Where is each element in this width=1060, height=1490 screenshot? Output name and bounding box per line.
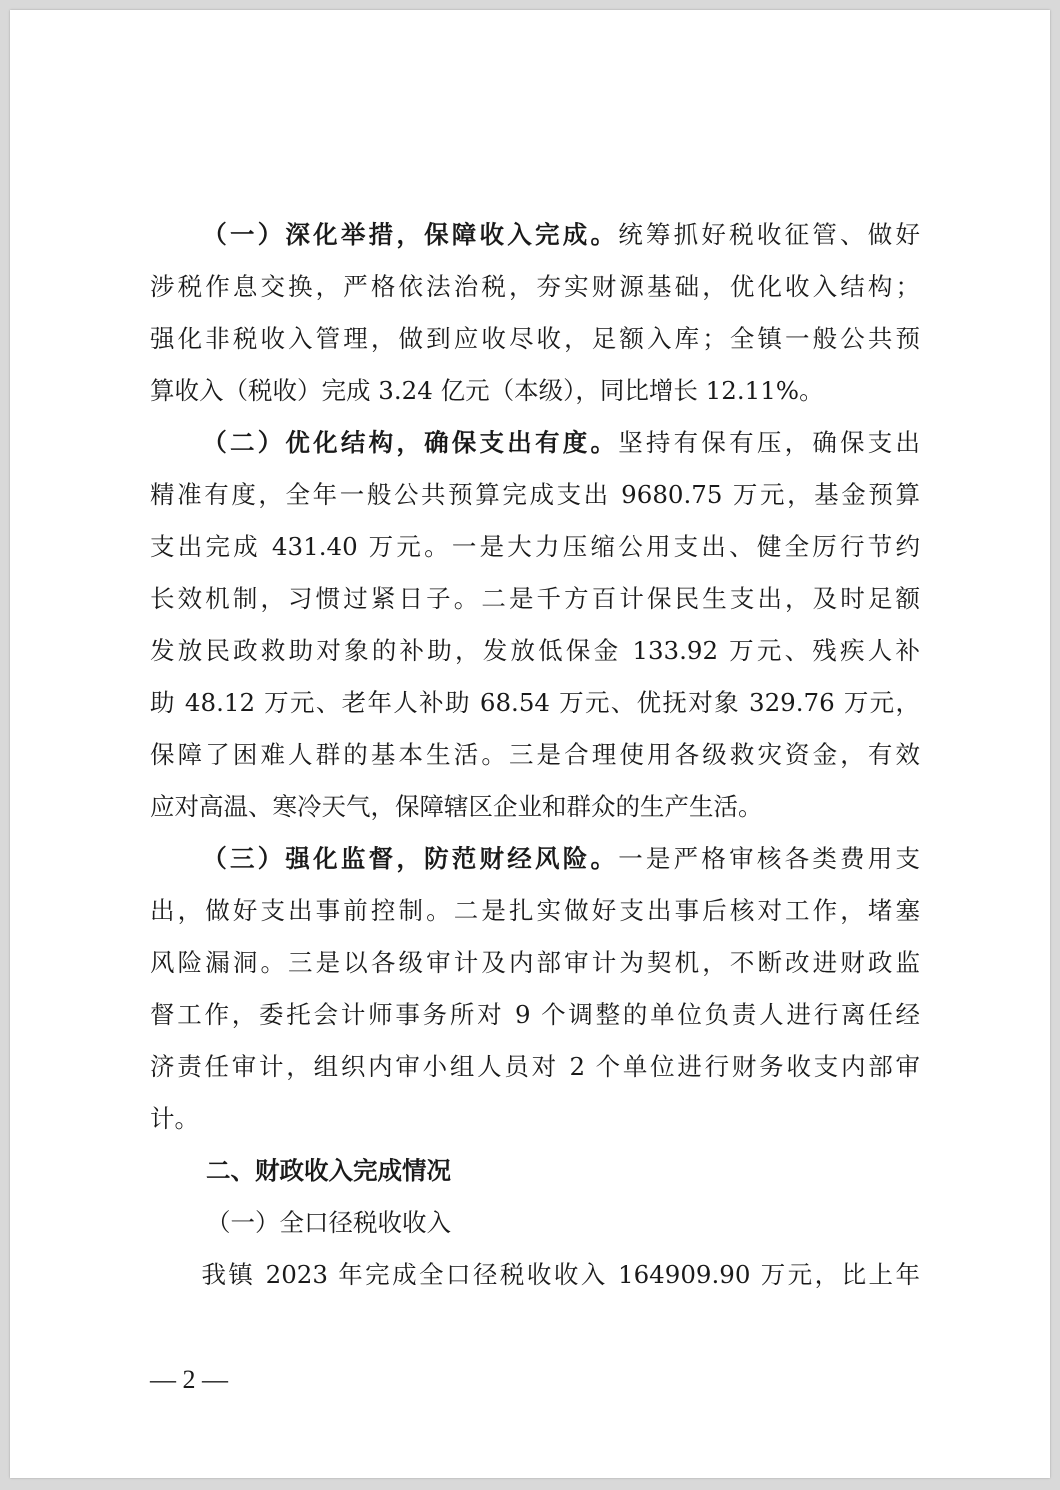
- paragraph-1-line-3: 强化非税收入管理，做到应收尽收，足额入库；全镇一般公共预: [150, 324, 920, 353]
- paragraph-2-line-4: 长效机制，习惯过紧日子。二是千方百计保民生支出，及时足额: [150, 584, 920, 613]
- paragraph-3-line-3: 风险漏洞。三是以各级审计及内部审计为契机，不断改进财政监: [150, 948, 920, 977]
- document-page: [10, 10, 1050, 1478]
- paragraph-3-line-1-text: 一是严格审核各类费用支: [618, 844, 920, 873]
- paragraph-4-line-1: [150, 1250, 920, 1300]
- paragraph-2-line-3: 支出完成 431.40 万元。一是大力压缩公用支出、健全厉行节约: [150, 532, 920, 561]
- paragraph-3-lead: （三）强化监督，防范财经风险。: [199, 844, 619, 873]
- paragraph-2-line-5: 发放民政救助对象的补助，发放低保金 133.92 万元、残疾人补: [150, 636, 920, 665]
- paragraph-2-line-1-text: 坚持有保有压，确保支出: [618, 428, 920, 457]
- paragraph-3-line-5: 济责任审计，组织内审小组人员对 2 个单位进行财务收支内部审: [150, 1052, 920, 1081]
- paragraph-2-line-6: 助 48.12 万元、老年人补助 68.54 万元、优抚对象 329.76 万元，: [150, 688, 920, 717]
- paragraph-3-line-1: [150, 834, 920, 884]
- paragraph-4-line-1-text: 我镇 2023 年完成全口径税收收入 164909.90 万元，比上年: [199, 1260, 920, 1289]
- paragraph-2-line-2: 精准有度，全年一般公共预算完成支出 9680.75 万元，基金预算: [150, 480, 920, 509]
- section-heading: 二、财政收入完成情况: [206, 1156, 451, 1185]
- paragraph-3-line-4: 督工作，委托会计师事务所对 9 个调整的单位负责人进行离任经: [150, 1000, 920, 1029]
- paragraph-2-line-1: [150, 418, 920, 468]
- paragraph-1-line-1: [150, 210, 920, 260]
- paragraph-2-lead: （二）优化结构，确保支出有度。: [199, 428, 619, 457]
- paragraph-2-line-8: 应对高温、寒冷天气，保障辖区企业和群众的生产生活。: [150, 792, 763, 821]
- page-number: — 2 —: [150, 1365, 228, 1394]
- subsection-heading: （一）全口径税收收入: [206, 1208, 451, 1237]
- paragraph-1-line-2: 涉税作息交换，严格依法治税，夯实财源基础，优化收入结构；: [150, 272, 920, 301]
- paragraph-3-line-2: 出，做好支出事前控制。二是扎实做好支出事后核对工作，堵塞: [150, 896, 920, 925]
- paragraph-1-line-1-text: 统筹抓好税收征管、做好: [618, 220, 920, 249]
- paragraph-2-line-7: 保障了困难人群的基本生活。三是合理使用各级救灾资金，有效: [150, 740, 920, 769]
- paragraph-3-line-6: 计。: [150, 1104, 199, 1133]
- paragraph-1-lead: （一）深化举措，保障收入完成。: [199, 220, 619, 249]
- paragraph-1-line-4: 算收入（税收）完成 3.24 亿元（本级），同比增长 12.11%。: [150, 376, 824, 405]
